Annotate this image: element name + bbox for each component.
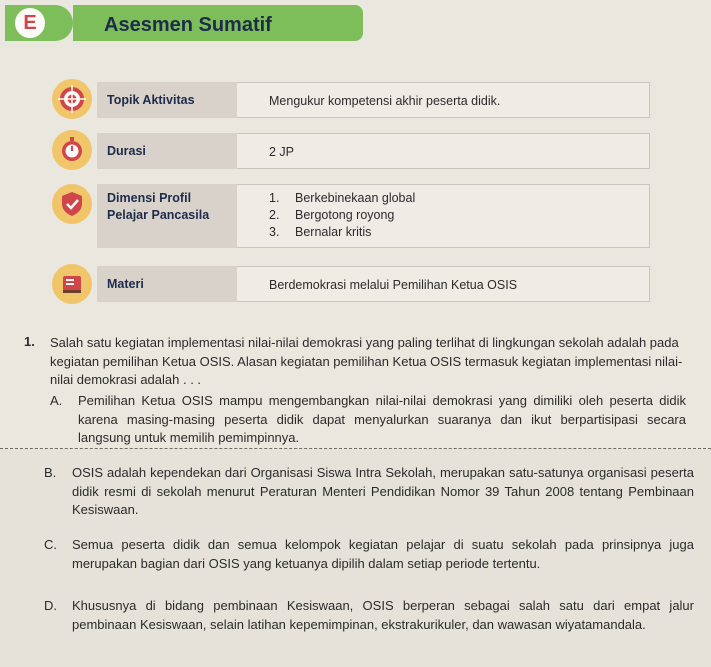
question-text: Salah satu kegiatan implementasi nilai-nilai demokrasi yang paling terlihat di lingkungan sekolah adalah pada kegiatan pemilihan Ketua OSIS. Alasan kegiatan pemilihan Ketua OSIS termasuk kegiatan implementasi nilai-nilai demokrasi adalah . . . (50, 335, 683, 387)
option-c-text: Semua peserta didik dan semua kelompok kegiatan pelajar di suatu sekolah pada prinsipnya juga merupakan bagian dari OSIS yang ketuanya dipilih dalam setiap periode tertentu. (72, 537, 694, 571)
row-dimensi-label (97, 184, 237, 248)
row-topik-label: Topik Aktivitas (97, 82, 237, 118)
list-item: 3. Bernalar kritis (269, 224, 372, 239)
option-c-letter: C. (44, 537, 57, 552)
row-durasi-label: Durasi (97, 133, 237, 169)
target-icon (52, 79, 92, 119)
row-dimensi-label-line1: Dimensi Profil (107, 191, 192, 205)
option-d-text: Khususnya di bidang pembinaan Kesiswaan, OSIS berperan sebagai salah satu dari empat jalur pembinaan Kesiswaan, selain latihan kepemimpinan, ekstrakurikuler, dan wawasan wiyatamandala. (72, 598, 694, 632)
list-item: 1. Berkebinekaan global (269, 191, 416, 205)
row-materi-label: Materi (97, 266, 237, 302)
option-d-letter: D. (44, 598, 57, 613)
row-dimensi-label-line2: Pelajar Pancasila (107, 207, 210, 222)
option-a-letter: A. (50, 393, 63, 408)
option-b-letter: B. (44, 465, 57, 480)
option-b-text: OSIS adalah kependekan dari Organisasi Siswa Intra Sekolah, merupakan satu-satunya organisasi peserta didik resmi di sekolah menurut Peraturan Menteri Pendidikan Nomor 39 Tahun 2008 tentang Pembinaan Kesiswaan. (72, 465, 694, 517)
stopwatch-icon (52, 130, 92, 170)
list-item: 2. Bergotong royong (269, 207, 395, 222)
row-dimensi-list (269, 190, 415, 241)
option-a-text: Pemilihan Ketua OSIS mampu mengembangkan nilai-nilai demokrasi yang dimiliki oleh peserta didik karena masing-masing peserta didik dapat menyalurkan suaranya dan ikut berpartisipasi secara langsung untuk memilih pemimpinnya. (78, 393, 686, 445)
shield-check-icon (52, 184, 92, 224)
row-durasi-value: 2 JP (269, 145, 295, 159)
page-tear-line (0, 448, 711, 449)
section-letter: E (12, 5, 48, 41)
book-icon (52, 264, 92, 304)
question-number: 1. (24, 334, 35, 349)
row-materi-value: Berdemokrasi melalui Pemilihan Ketua OSIS (269, 278, 518, 292)
row-topik-value: Mengukur kompetensi akhir peserta didik. (269, 94, 501, 108)
section-title: Asesmen Sumatif (104, 14, 272, 36)
